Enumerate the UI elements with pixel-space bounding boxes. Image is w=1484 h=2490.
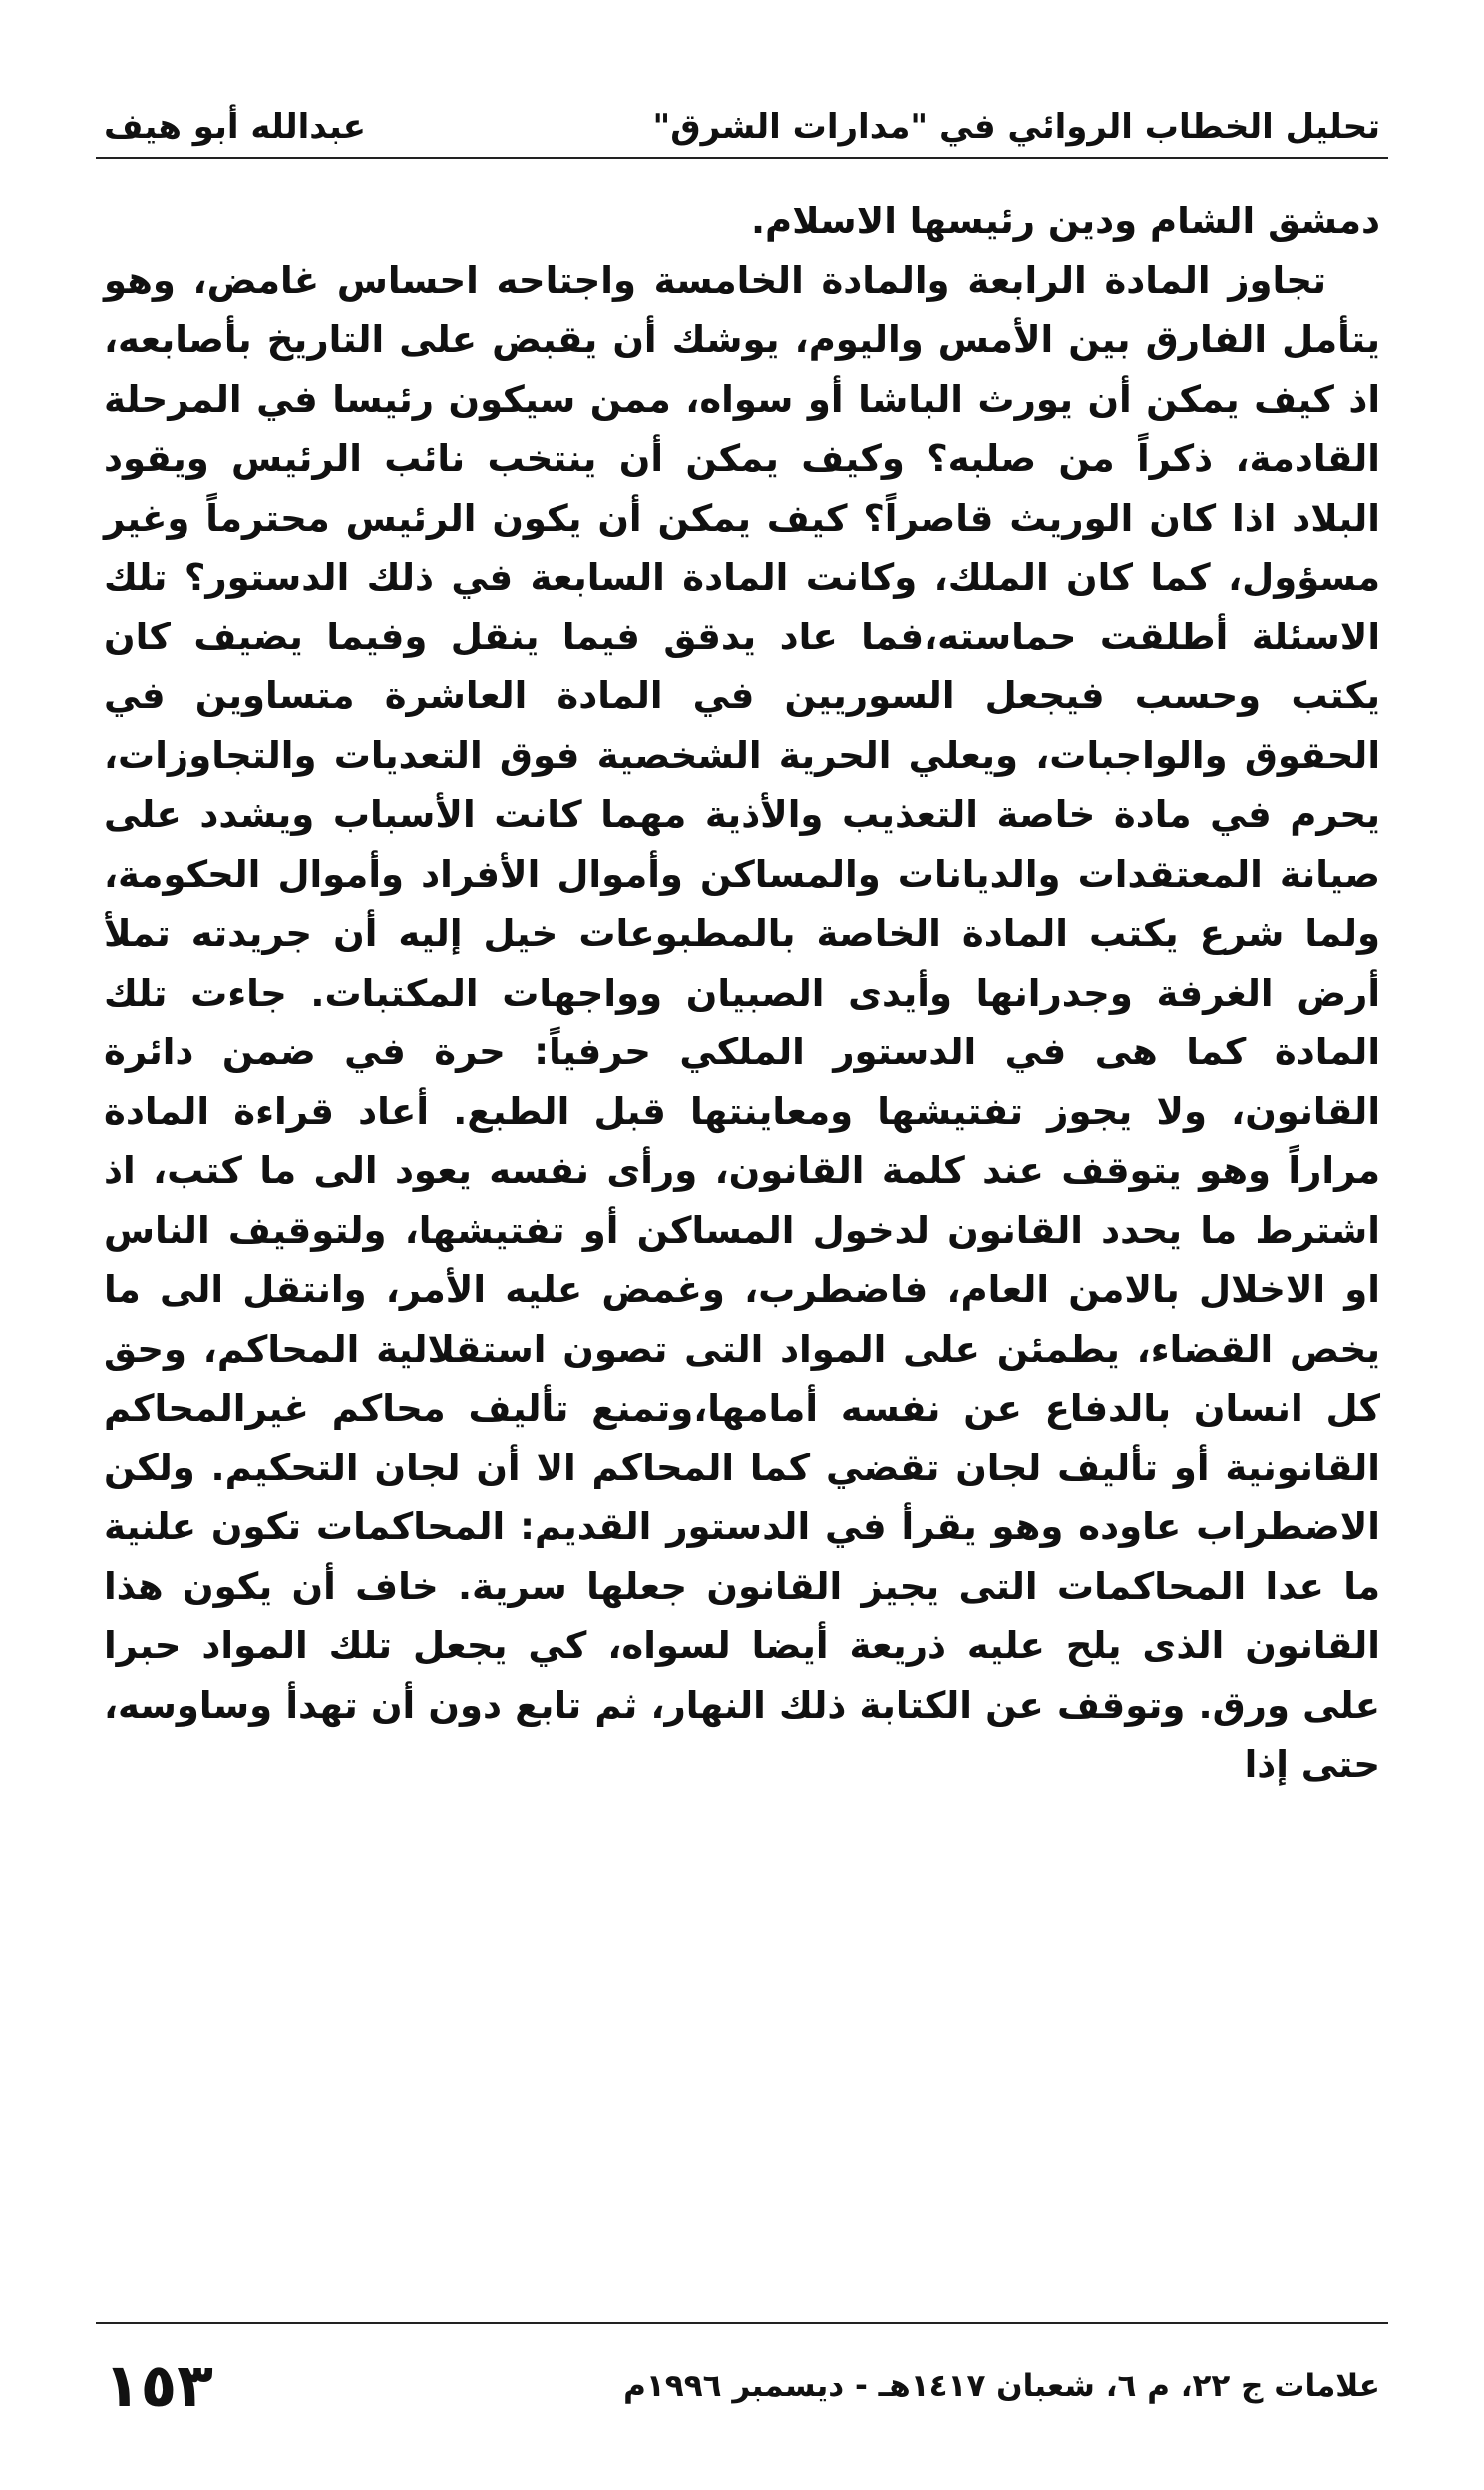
running-title: تحليل الخطاب الروائي في "مدارات الشرق" (652, 107, 1380, 148)
paragraph-main: تجاوز المادة الرابعة والمادة الخامسة واجتاحه احساس غامض، وهو يتأمل الفارق بين الأمس واليوم، يوشك أن يقبض على التاريخ بأصابعه، اذ كيف يمكن أن يورث الباشا أو سواه، ممن سيكون رئيسا في المرحلة القادمة، ذكراً من صلبه؟ وكيف يمكن أن ينتخب نائب الرئيس ويقود البلاد اذا كان الوريث قاصراً؟ كيف يمكن أن يكون الرئيس محترماً وغير مسؤول، كما كان الملك، وكانت المادة السابعة في ذلك الدستور؟ تلك الاسئلة أطلقت حماسته،فما عاد يدقق فيما ينقل وفيما يضيف كان يكتب وحسب فيجعل السوريين في المادة العاشرة متساوين في الحقوق والواجبات، ويعلي الحرية الشخصية فوق التعديات والتجاوزات، يحرم في مادة خاصة التعذيب والأذية مهما كانت الأسباب ويشدد على صيانة المعتقدات والديانات والمساكن وأموال الأفراد وأموال الحكومة، ولما شرع يكتب المادة الخاصة بالمطبوعات خيل إليه أن جريدته تملأ أرض الغرفة وجدرانها وأيدى الصبيان وواجهات المكتبات. جاءت تلك المادة كما هى في الدستور الملكي حرفياً: حرة في ضمن دائرة القانون، ولا يجوز تفتيشها ومعاينتها قبل الطبع. أعاد قراءة المادة مراراً وهو يتوقف عند كلمة القانون، ورأى نفسه يعود الى ما كتب، اذ اشترط ما يحدد القانون لدخول المساكن أو تفتيشها، ولتوقيف الناس او الاخلال بالامن العام، فاضطرب، وغمض عليه الأمر، وانتقل الى ما يخص القضاء، يطمئن على المواد التى تصون استقلالية المحاكم، وحق كل انسان بالدفاع عن نفسه أمامها،وتمنع تأليف محاكم غيرالمحاكم القانونية أو تأليف لجان تقضي كما المحاكم الا أن لجان التحكيم. ولكن الاضطراب عاوده وهو يقرأ في الدستور القديم: المحاكمات تكون علنية ما عدا المحاكمات التى يجيز القانون جعلها سرية. خاف أن يكون هذا القانون الذى يلح عليه ذريعة أيضا لسواه، كي يجعل تلك المواد حبرا على ورق. وتوقف عن الكتابة ذلك النهار، ثم تابع دون أن تهدأ وساوسه، حتى إذا (104, 258, 1380, 1786)
footer-divider (96, 2322, 1388, 2324)
header-divider (96, 157, 1388, 159)
page-number: ١٥٣ (104, 2351, 213, 2421)
page-header (104, 92, 1380, 148)
main-text (104, 192, 1380, 1795)
journal-citation: علامات ج ٢٢، م ٦، شعبان ١٤١٧هـ - ديسمبر ١٩٩٦م (623, 2368, 1380, 2404)
paragraph-opening-line: دمشق الشام ودين رئيسها الاسلام. (751, 200, 1380, 242)
page-footer (104, 2346, 1380, 2426)
author-name: عبدالله أبو هيف (104, 107, 367, 148)
